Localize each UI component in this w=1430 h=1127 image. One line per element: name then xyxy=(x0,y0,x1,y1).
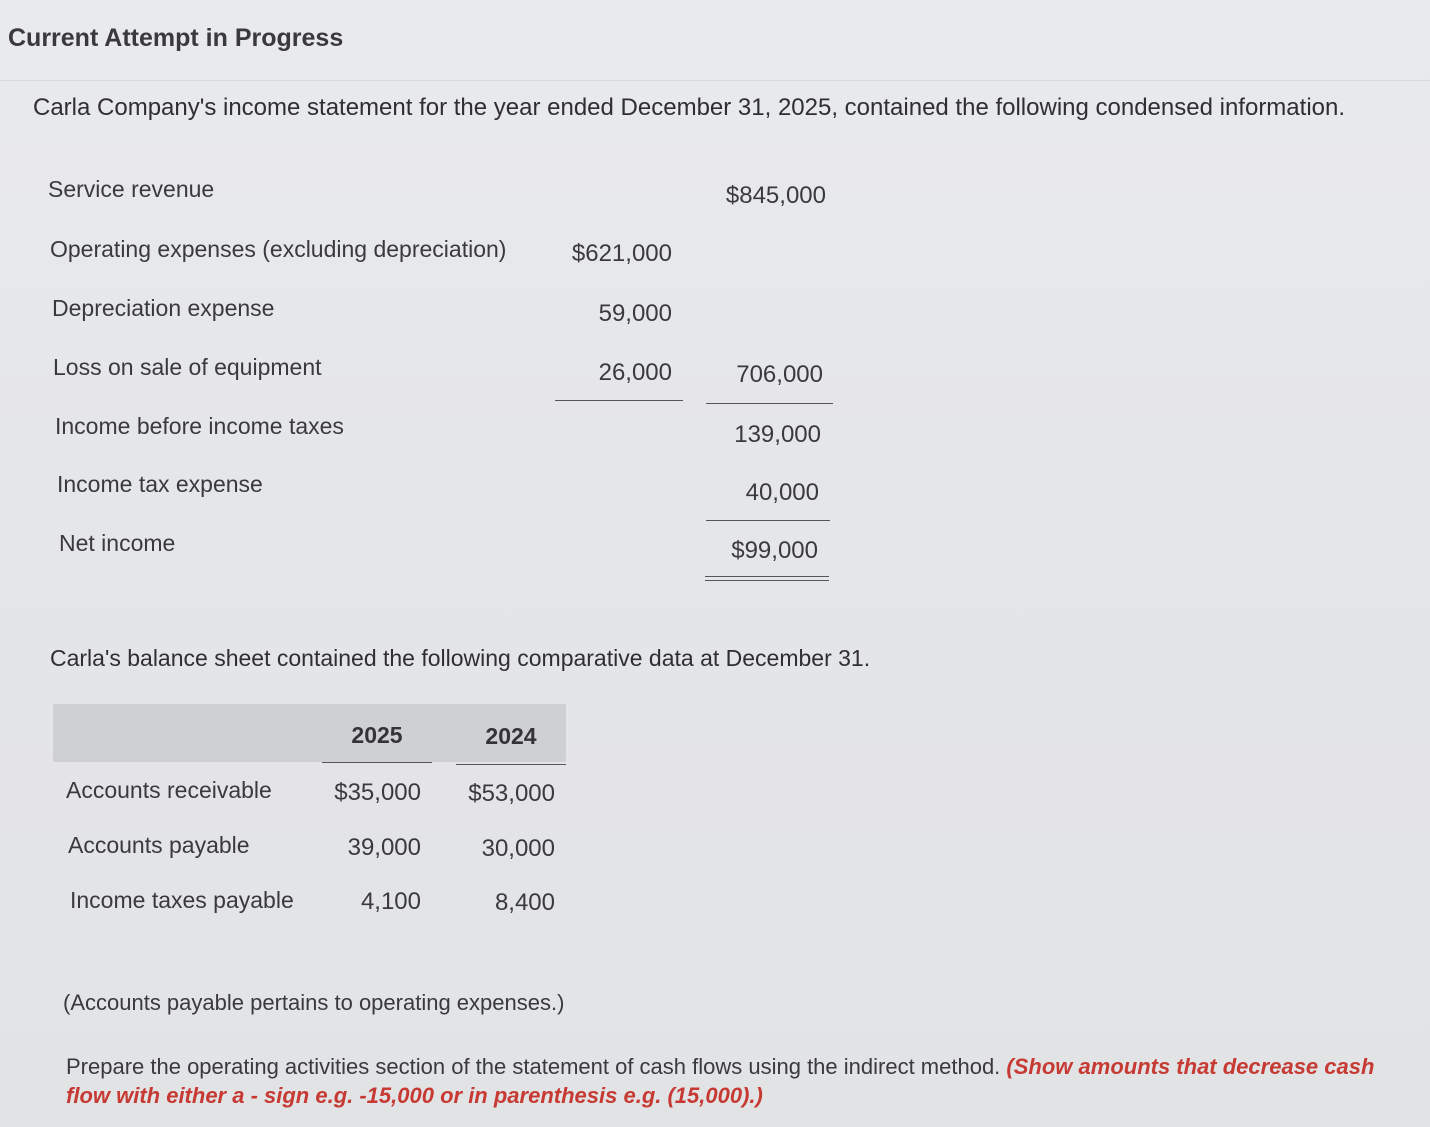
accounts-payable-note: (Accounts payable pertains to operating expenses.) xyxy=(63,990,565,1015)
is-row-col2-net-income: $99,000 xyxy=(731,537,818,564)
instructions-emphasis: (Show amounts that decrease cash flow with either a - sign e.g. -15,000 or in parenthesis e.g. (15,000).) xyxy=(66,1054,1375,1108)
table-cell-2025: $35,000 xyxy=(334,779,421,806)
table-row-label: Accounts receivable xyxy=(66,777,272,803)
header-divider xyxy=(0,80,1430,81)
column-underline-2024 xyxy=(456,764,566,765)
is-row-col2-income-tax-expense: 40,000 xyxy=(745,479,819,506)
column-header-2024: 2024 xyxy=(485,723,537,749)
is-row-label-income-before-taxes: Income before income taxes xyxy=(55,413,344,439)
is-row-col2-income-before-taxes: 139,000 xyxy=(734,421,821,448)
instructions xyxy=(66,1052,1406,1110)
table-cell-2024: 8,400 xyxy=(494,889,555,916)
is-row-label-depreciation: Depreciation expense xyxy=(52,295,275,321)
table-cell-2024: $53,000 xyxy=(468,780,555,807)
problem-intro: Carla Company's income statement for the year ended December 31, 2025, contained the following condensed information. xyxy=(33,94,1346,121)
column-header-2025: 2025 xyxy=(351,722,403,748)
is-row-col2-total-expenses: 706,000 xyxy=(736,361,823,388)
is-row-label-loss-on-sale: Loss on sale of equipment xyxy=(53,354,322,380)
page-title: Current Attempt in Progress xyxy=(8,24,344,52)
table-cell-2024: 30,000 xyxy=(481,835,555,862)
balance-sheet-intro: Carla's balance sheet contained the following comparative data at December 31. xyxy=(50,645,871,671)
is-row-col1-depreciation: 59,000 xyxy=(598,300,672,327)
is-col1-underline xyxy=(555,400,683,401)
is-net-income-double-underline-top xyxy=(705,576,829,577)
column-underline-2025 xyxy=(322,762,432,763)
is-row-col1-loss-on-sale: 26,000 xyxy=(598,359,672,386)
is-row-label-income-tax-expense: Income tax expense xyxy=(57,471,263,497)
is-row-label-net-income: Net income xyxy=(59,530,176,556)
is-row-col1-operating-expenses: $621,000 xyxy=(571,240,672,267)
is-net-income-double-underline-bottom xyxy=(705,580,829,581)
table-cell-2025: 39,000 xyxy=(347,834,421,861)
table-row-label: Accounts payable xyxy=(68,832,250,858)
is-col2-underline-1 xyxy=(706,403,833,404)
table-cell-2025: 4,100 xyxy=(360,888,421,915)
instructions-main: Prepare the operating activities section of the statement of cash flows using the indirect method. xyxy=(66,1054,1001,1079)
table-row-label: Income taxes payable xyxy=(70,887,294,913)
is-row-label-service-revenue: Service revenue xyxy=(48,176,215,202)
is-row-col2-service-revenue: $845,000 xyxy=(725,182,826,209)
is-col2-underline-2 xyxy=(706,520,830,521)
is-row-label-operating-expenses: Operating expenses (excluding depreciation) xyxy=(50,236,507,262)
